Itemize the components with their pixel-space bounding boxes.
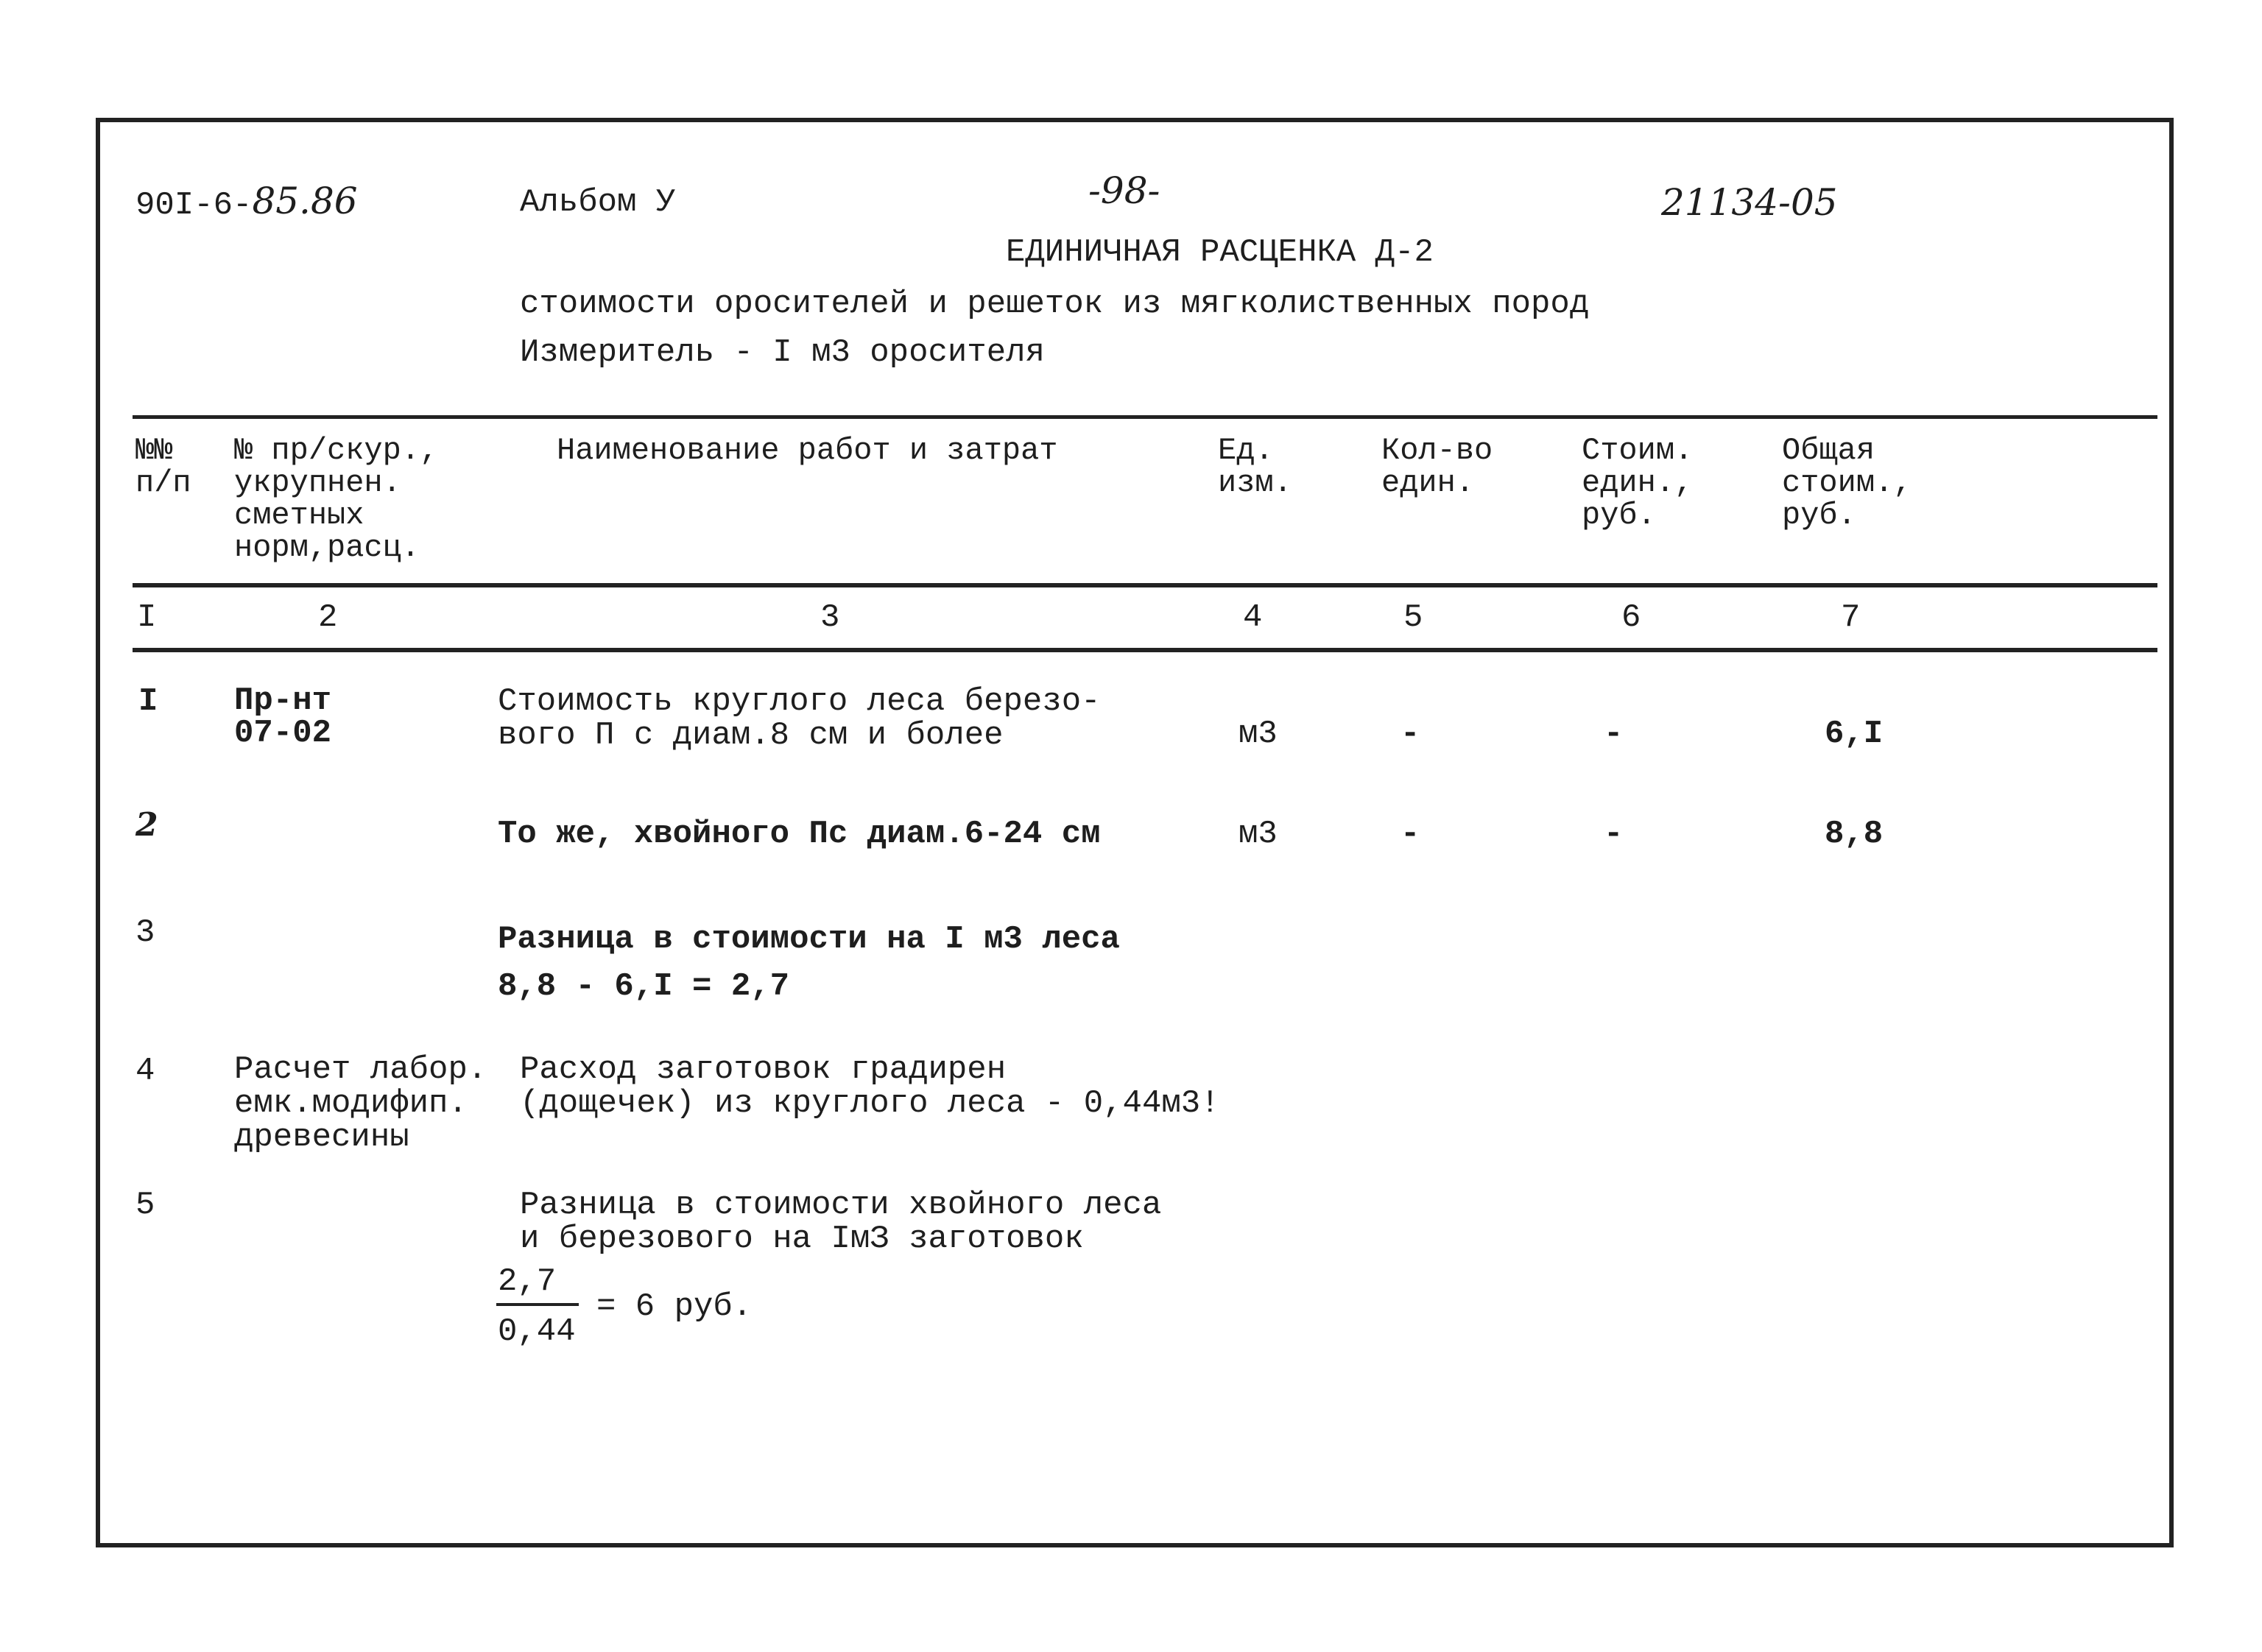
doc-code bbox=[135, 180, 358, 224]
row-3-name: Разница в стоимости на I м3 леса 8,8 - 6,I = 2,7 bbox=[498, 921, 1120, 1005]
header-col-6: Стоим. един., руб. bbox=[1582, 433, 1694, 533]
row-5-number: 5 bbox=[135, 1187, 155, 1224]
row-3-number: 3 bbox=[135, 914, 155, 951]
formula-fraction-bar bbox=[496, 1303, 579, 1306]
row-2-qty: - bbox=[1400, 816, 1420, 853]
row-2-number: 2 bbox=[135, 806, 158, 844]
formula-numerator: 2,7 bbox=[498, 1263, 557, 1300]
row-5-name: Разница в стоимости хвойного леса и березового на IмЗ заготовок bbox=[520, 1187, 1162, 1257]
formula-denominator: 0,44 bbox=[498, 1313, 576, 1350]
col-number-4: 4 bbox=[1243, 599, 1263, 636]
table-top-rule bbox=[133, 415, 2157, 419]
formula-result: = 6 руб. bbox=[596, 1288, 753, 1325]
header-col-4: Ед. изм. bbox=[1218, 433, 1292, 501]
row-2-unit: м3 bbox=[1239, 816, 1278, 853]
column-numbers-rule bbox=[133, 648, 2157, 652]
row-1-price: - bbox=[1604, 716, 1624, 752]
row-4-reference: Расчет лабор. емк.модифип. древесины bbox=[234, 1051, 487, 1156]
col-number-6: 6 bbox=[1621, 599, 1641, 636]
row-2-price: - bbox=[1604, 816, 1624, 853]
header-bottom-rule bbox=[133, 583, 2157, 587]
header-col-7: Общая стоим., руб. bbox=[1782, 433, 1912, 533]
row-4-number: 4 bbox=[135, 1053, 155, 1090]
drawing-number: 21134-05 bbox=[1661, 181, 1838, 224]
row-1-total: 6,I bbox=[1825, 716, 1884, 752]
row-1-reference: Пр-нт 07-02 bbox=[234, 682, 332, 752]
col-number-2: 2 bbox=[318, 599, 338, 636]
row-2-name: То же, хвойного Пс диам.6-24 см bbox=[498, 816, 1101, 853]
col-number-1: I bbox=[137, 599, 157, 636]
row-4-name: Расход заготовок градирен (дощечек) из круглого леса - 0,44м3! bbox=[520, 1051, 1220, 1122]
row-1-name: Стоимость круглого леса березо- вого П с диам.8 см и более bbox=[498, 683, 1101, 754]
doc-title: ЕДИНИЧНАЯ РАСЦЕНКА Д-2 bbox=[1006, 234, 1434, 271]
doc-code-prefix: 90I-6- bbox=[135, 187, 253, 224]
header-col-5: Кол-во един. bbox=[1381, 433, 1493, 501]
row-2-total: 8,8 bbox=[1825, 816, 1884, 853]
col-number-3: 3 bbox=[820, 599, 840, 636]
header-col-1: №№ п/п bbox=[135, 433, 191, 501]
col-number-5: 5 bbox=[1403, 599, 1423, 636]
doc-subtitle: стоимости оросителей и решеток из мягколиственных пород bbox=[520, 286, 1590, 322]
doc-measure: Измеритель - I м3 оросителя bbox=[520, 334, 1045, 371]
row-1-unit: м3 bbox=[1239, 716, 1278, 752]
doc-code-handwritten: 85.86 bbox=[252, 180, 358, 222]
page-number: -98- bbox=[1088, 169, 1160, 212]
header-col-2: № пр/скур., укрупнен. сметных норм,расц. bbox=[234, 433, 439, 565]
row-1-qty: - bbox=[1400, 716, 1420, 752]
col-number-7: 7 bbox=[1841, 599, 1861, 636]
row-1-number: I bbox=[138, 683, 158, 720]
album-label: Альбом У bbox=[520, 184, 676, 221]
header-col-3: Наименование работ и затрат bbox=[557, 433, 1058, 468]
